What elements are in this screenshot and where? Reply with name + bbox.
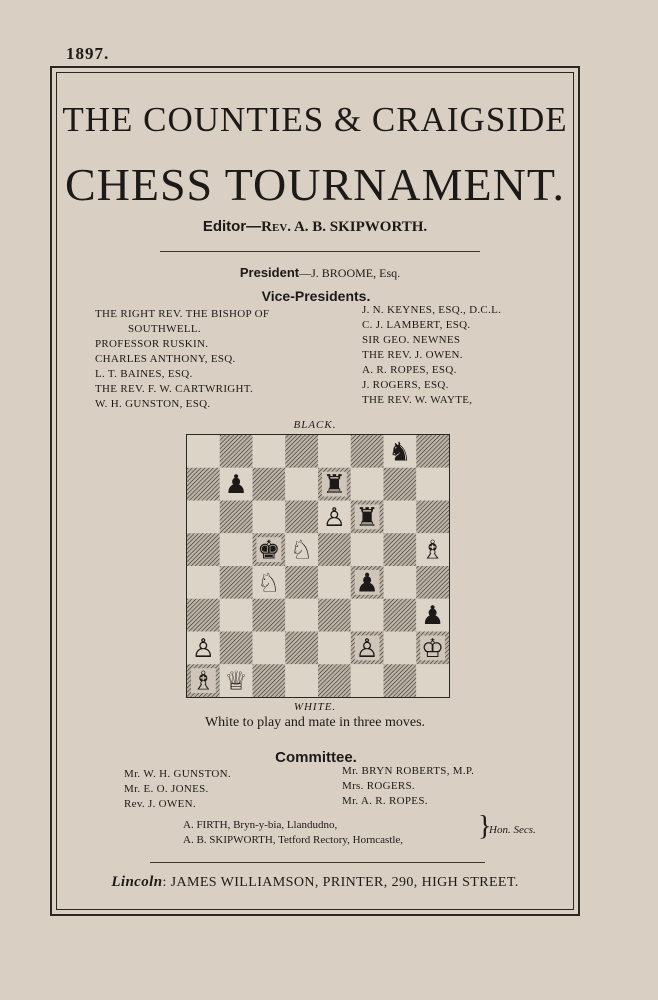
vice-presidents-right-column xyxy=(362,303,572,408)
editor-name: Rev. A. B. SKIPWORTH. xyxy=(261,219,428,235)
dark-square xyxy=(416,566,449,599)
dark-square xyxy=(384,664,417,697)
light-square xyxy=(220,533,253,566)
dark-square xyxy=(285,632,318,665)
committee-entry: Mr. E. O. JONES. xyxy=(124,783,209,795)
dark-square xyxy=(220,501,253,534)
vp-entry: SIR GEO. NEWNES xyxy=(362,334,461,346)
dark-square xyxy=(384,533,417,566)
dark-square xyxy=(220,435,253,468)
committee-entry: Mr. A. R. ROPES. xyxy=(342,795,428,807)
vp-entry: PROFESSOR RUSKIN. xyxy=(95,338,209,350)
committee-left-column xyxy=(124,767,231,812)
hon-secs-label: Hon. Secs. xyxy=(489,824,536,836)
vp-entry: W. H. GUNSTON, ESQ. xyxy=(95,398,211,410)
light-square xyxy=(187,566,220,599)
dark-square xyxy=(318,533,351,566)
light-square xyxy=(285,468,318,501)
committee-entry: Mrs. ROGERS. xyxy=(342,780,415,792)
white-king-icon: ♔ xyxy=(421,633,445,664)
dark-square xyxy=(384,599,417,632)
vp-entry: CHARLES ANTHONY, ESQ. xyxy=(95,353,236,365)
dark-square xyxy=(318,599,351,632)
secretary-entry: A. B. SKIPWORTH, Tetford Rectory, Horncastle, xyxy=(183,834,404,846)
editor-line xyxy=(0,218,630,236)
president-name: —J. BROOME, Esq. xyxy=(299,266,401,280)
secretary-entry: A. FIRTH, Bryn-y-bia, Llandudno, xyxy=(183,819,338,831)
editor-prefix: Editor— xyxy=(202,218,262,235)
light-square xyxy=(351,468,384,501)
light-square xyxy=(318,632,351,665)
white-pawn-icon: ♙ xyxy=(191,633,215,664)
committee-entry: Mr. W. H. GUNSTON. xyxy=(124,768,231,780)
committee-entry: Mr. BRYN ROBERTS, M.P. xyxy=(342,765,475,777)
light-square xyxy=(384,501,417,534)
honorary-secretaries xyxy=(183,818,403,848)
dark-square xyxy=(187,533,220,566)
white-bishop-icon: ♗ xyxy=(421,535,445,566)
president-line xyxy=(0,265,640,281)
light-square xyxy=(187,501,220,534)
dark-square xyxy=(384,468,417,501)
vp-entry: SOUTHWELL. xyxy=(128,323,201,335)
dark-square xyxy=(253,664,286,697)
board-label-black: BLACK. xyxy=(293,419,337,431)
light-square xyxy=(384,632,417,665)
dark-square xyxy=(285,566,318,599)
white-bishop-icon: ♗ xyxy=(191,666,215,697)
problem-caption: White to play and mate in three moves. xyxy=(204,715,426,730)
dark-square xyxy=(416,501,449,534)
vp-entry: THE REV. W. WAYTE, xyxy=(362,394,473,406)
light-square xyxy=(351,664,384,697)
vp-entry: J. N. KEYNES, ESQ., D.C.L. xyxy=(362,304,502,316)
light-square xyxy=(285,599,318,632)
divider-top xyxy=(160,251,480,252)
dark-square xyxy=(318,664,351,697)
vp-entry: THE RIGHT REV. THE BISHOP OF xyxy=(95,308,270,320)
vp-entry: THE REV. J. OWEN. xyxy=(362,349,463,361)
black-pawn-icon: ♟ xyxy=(355,568,379,599)
light-square xyxy=(187,435,220,468)
light-square xyxy=(416,664,449,697)
light-square xyxy=(384,566,417,599)
white-pawn-icon: ♙ xyxy=(355,633,379,664)
vp-entry: THE REV. F. W. CARTWRIGHT. xyxy=(95,383,254,395)
white-knight-icon: ♘ xyxy=(290,535,314,566)
divider-bottom xyxy=(150,862,485,863)
light-square xyxy=(253,501,286,534)
light-square xyxy=(416,468,449,501)
light-square xyxy=(220,599,253,632)
light-square xyxy=(318,566,351,599)
black-rook-icon: ♜ xyxy=(322,470,346,501)
year: 1897. xyxy=(66,44,110,63)
black-pawn-icon: ♟ xyxy=(224,470,248,501)
black-pawn-icon: ♟ xyxy=(421,601,445,632)
light-square xyxy=(351,599,384,632)
black-knight-icon: ♞ xyxy=(388,437,412,468)
vp-entry: A. R. ROPES, ESQ. xyxy=(362,364,457,376)
white-knight-icon: ♘ xyxy=(257,568,281,599)
vice-presidents-left-column xyxy=(95,307,355,412)
title-line-2: CHESS TOURNAMENT. xyxy=(64,159,566,210)
vice-presidents-heading: Vice-Presidents. xyxy=(261,288,371,304)
dark-square xyxy=(351,435,384,468)
vp-entry: C. J. LAMBERT, ESQ. xyxy=(362,319,471,331)
light-square xyxy=(285,664,318,697)
black-king-icon: ♚ xyxy=(257,535,281,566)
title-line-1: THE COUNTIES & CRAIGSIDE xyxy=(62,100,568,139)
dark-square xyxy=(220,566,253,599)
vp-entry: J. ROGERS, ESQ. xyxy=(362,379,449,391)
board-label-white: WHITE. xyxy=(293,701,337,713)
committee-right-column xyxy=(342,764,474,809)
dark-square xyxy=(416,435,449,468)
white-queen-icon: ♕ xyxy=(224,666,248,697)
dark-square xyxy=(285,435,318,468)
chess-board xyxy=(186,434,450,698)
brace-glyph: } xyxy=(478,811,492,842)
light-square xyxy=(351,533,384,566)
imprint-rest: : JAMES WILLIAMSON, PRINTER, 290, HIGH STREET. xyxy=(162,875,519,890)
white-pawn-icon: ♙ xyxy=(322,502,346,533)
dark-square xyxy=(187,468,220,501)
committee-entry: Rev. J. OWEN. xyxy=(124,798,196,810)
dark-square xyxy=(220,632,253,665)
light-square xyxy=(253,435,286,468)
committee-heading: Committee. xyxy=(275,749,357,766)
president-label: President xyxy=(239,265,300,280)
black-rook-icon: ♜ xyxy=(355,502,379,533)
dark-square xyxy=(253,468,286,501)
vp-entry: L. T. BAINES, ESQ. xyxy=(95,368,193,380)
printer-imprint xyxy=(0,874,630,891)
light-square xyxy=(253,632,286,665)
light-square xyxy=(318,435,351,468)
dark-square xyxy=(187,599,220,632)
imprint-city: Lincoln xyxy=(111,874,163,890)
dark-square xyxy=(253,599,286,632)
dark-square xyxy=(285,501,318,534)
